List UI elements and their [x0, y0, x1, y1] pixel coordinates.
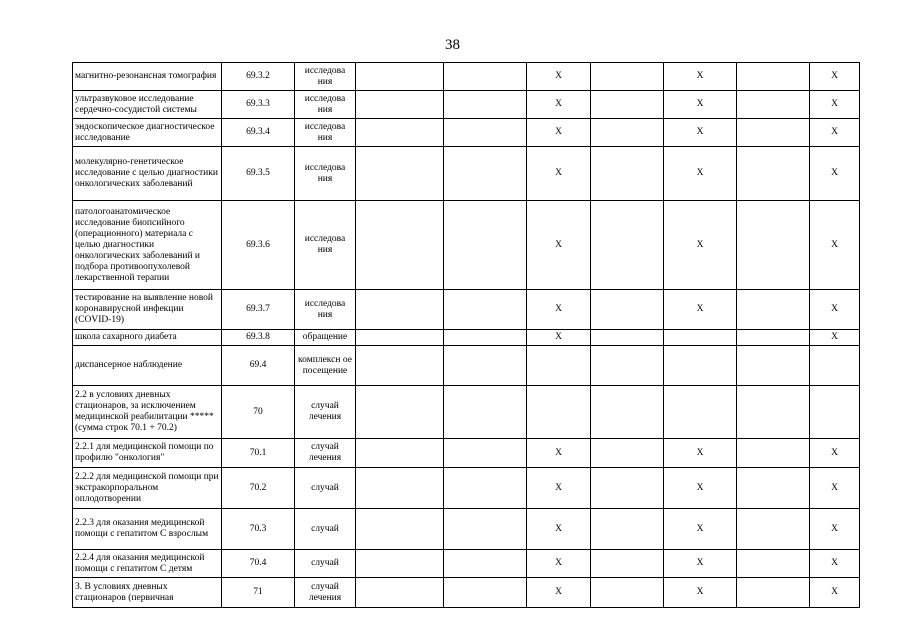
- mark-cell: [737, 330, 810, 346]
- row-code-cell: 69.3.7: [222, 290, 295, 330]
- mark-cell: X: [810, 201, 860, 290]
- mark-cell: [737, 147, 810, 201]
- volumes-table: [72, 62, 860, 608]
- mark-cell: [444, 346, 527, 386]
- row-name-cell: 2.2.3 для оказания медицинской помощи с гепатитом С взрослым: [73, 509, 222, 550]
- row-name-cell: 2.2.4 для оказания медицинской помощи с гепатитом С детям: [73, 550, 222, 578]
- row-name-cell: 3. В условиях дневных стационаров (первичная: [73, 578, 222, 608]
- row-code-cell: 70.2: [222, 468, 295, 509]
- row-code-cell: 69.3.4: [222, 119, 295, 147]
- mark-cell: [591, 119, 664, 147]
- mark-cell: [591, 578, 664, 608]
- mark-cell: X: [664, 91, 737, 119]
- mark-cell: [810, 346, 860, 386]
- mark-cell: [737, 509, 810, 550]
- mark-cell: X: [664, 147, 737, 201]
- mark-cell: [737, 578, 810, 608]
- mark-cell: [356, 147, 444, 201]
- page-number: 38: [445, 37, 460, 53]
- mark-cell: [356, 290, 444, 330]
- mark-cell: [356, 578, 444, 608]
- row-code-cell: 70.3: [222, 509, 295, 550]
- table-body: [73, 63, 860, 608]
- table-row: [73, 550, 860, 578]
- row-code-cell: 70.1: [222, 439, 295, 468]
- row-unit-cell: случай: [295, 550, 356, 578]
- mark-cell: [356, 119, 444, 147]
- mark-cell: X: [810, 147, 860, 201]
- mark-cell: [737, 439, 810, 468]
- mark-cell: [591, 290, 664, 330]
- mark-cell: [737, 346, 810, 386]
- mark-cell: X: [527, 330, 591, 346]
- mark-cell: [444, 439, 527, 468]
- mark-cell: X: [527, 91, 591, 119]
- mark-cell: X: [810, 119, 860, 147]
- mark-cell: [444, 91, 527, 119]
- mark-cell: [591, 386, 664, 439]
- row-unit-cell: исследова ния: [295, 290, 356, 330]
- row-name-cell: 2.2.2 для медицинской помощи при экстракорпоральном оплодотворении: [73, 468, 222, 509]
- table-row: [73, 509, 860, 550]
- mark-cell: [591, 330, 664, 346]
- row-name-cell: школа сахарного диабета: [73, 330, 222, 346]
- table-row: [73, 63, 860, 91]
- table-row: [73, 147, 860, 201]
- mark-cell: [444, 290, 527, 330]
- mark-cell: [737, 290, 810, 330]
- mark-cell: X: [664, 290, 737, 330]
- mark-cell: X: [664, 63, 737, 91]
- mark-cell: [591, 63, 664, 91]
- mark-cell: [737, 468, 810, 509]
- mark-cell: [591, 468, 664, 509]
- mark-cell: [527, 346, 591, 386]
- mark-cell: X: [664, 439, 737, 468]
- row-name-cell: тестирование на выявление новой коронавирусной инфекции (COVID-19): [73, 290, 222, 330]
- mark-cell: X: [810, 509, 860, 550]
- mark-cell: [737, 550, 810, 578]
- row-name-cell: патологоанатомическое исследование биопсийного (операционного) материала с целью диагностики онкологических заболеваний и подбора противоопухолевой лекарственной терапии: [73, 201, 222, 290]
- row-code-cell: 69.3.6: [222, 201, 295, 290]
- mark-cell: [356, 386, 444, 439]
- mark-cell: [737, 63, 810, 91]
- row-code-cell: 69.3.2: [222, 63, 295, 91]
- table-row: [73, 330, 860, 346]
- table-row: [73, 91, 860, 119]
- row-name-cell: диспансерное наблюдение: [73, 346, 222, 386]
- mark-cell: X: [664, 201, 737, 290]
- row-code-cell: 70.4: [222, 550, 295, 578]
- mark-cell: [591, 201, 664, 290]
- row-name-cell: эндоскопическое диагностическое исследование: [73, 119, 222, 147]
- mark-cell: [737, 91, 810, 119]
- mark-cell: [444, 119, 527, 147]
- mark-cell: [664, 346, 737, 386]
- row-unit-cell: случай лечения: [295, 578, 356, 608]
- mark-cell: X: [527, 290, 591, 330]
- mark-cell: X: [664, 509, 737, 550]
- mark-cell: X: [810, 468, 860, 509]
- row-code-cell: 71: [222, 578, 295, 608]
- row-unit-cell: исследова ния: [295, 147, 356, 201]
- row-unit-cell: исследова ния: [295, 201, 356, 290]
- mark-cell: X: [527, 509, 591, 550]
- row-unit-cell: комплексн ое посещение: [295, 346, 356, 386]
- table-row: [73, 346, 860, 386]
- row-unit-cell: исследова ния: [295, 63, 356, 91]
- mark-cell: [356, 439, 444, 468]
- mark-cell: X: [664, 119, 737, 147]
- row-code-cell: 69.4: [222, 346, 295, 386]
- row-code-cell: 69.3.8: [222, 330, 295, 346]
- mark-cell: [444, 509, 527, 550]
- mark-cell: [356, 468, 444, 509]
- mark-cell: [664, 386, 737, 439]
- mark-cell: [591, 346, 664, 386]
- row-code-cell: 70: [222, 386, 295, 439]
- table-row: [73, 290, 860, 330]
- mark-cell: X: [810, 290, 860, 330]
- mark-cell: X: [664, 468, 737, 509]
- table-row: [73, 578, 860, 608]
- mark-cell: [527, 386, 591, 439]
- mark-cell: X: [810, 550, 860, 578]
- row-unit-cell: случай лечения: [295, 439, 356, 468]
- mark-cell: X: [527, 63, 591, 91]
- mark-cell: [444, 386, 527, 439]
- mark-cell: [444, 578, 527, 608]
- row-code-cell: 69.3.5: [222, 147, 295, 201]
- table-row: [73, 201, 860, 290]
- table-row: [73, 386, 860, 439]
- row-unit-cell: случай: [295, 509, 356, 550]
- table-row: [73, 439, 860, 468]
- mark-cell: [356, 201, 444, 290]
- row-unit-cell: исследова ния: [295, 119, 356, 147]
- mark-cell: X: [527, 578, 591, 608]
- mark-cell: X: [527, 119, 591, 147]
- mark-cell: [444, 201, 527, 290]
- mark-cell: X: [810, 578, 860, 608]
- mark-cell: [444, 63, 527, 91]
- mark-cell: [737, 386, 810, 439]
- row-code-cell: 69.3.3: [222, 91, 295, 119]
- mark-cell: [356, 346, 444, 386]
- row-name-cell: магнитно-резонансная томография: [73, 63, 222, 91]
- mark-cell: [591, 91, 664, 119]
- row-name-cell: молекулярно-генетическое исследование с целью диагностики онкологических заболеваний: [73, 147, 222, 201]
- mark-cell: [810, 386, 860, 439]
- row-unit-cell: исследова ния: [295, 91, 356, 119]
- mark-cell: [356, 509, 444, 550]
- row-name-cell: 2.2 в условиях дневных стационаров, за исключением медицинской реабилитации ***** (сумма строк 70.1 + 70.2): [73, 386, 222, 439]
- mark-cell: [444, 147, 527, 201]
- mark-cell: [591, 147, 664, 201]
- table-row: [73, 119, 860, 147]
- mark-cell: X: [527, 550, 591, 578]
- row-unit-cell: случай лечения: [295, 386, 356, 439]
- mark-cell: [356, 63, 444, 91]
- row-unit-cell: случай: [295, 468, 356, 509]
- mark-cell: [356, 91, 444, 119]
- mark-cell: [737, 119, 810, 147]
- mark-cell: X: [527, 201, 591, 290]
- mark-cell: X: [527, 468, 591, 509]
- mark-cell: X: [664, 550, 737, 578]
- mark-cell: X: [527, 439, 591, 468]
- row-name-cell: 2.2.1 для медицинской помощи по профилю "онкология": [73, 439, 222, 468]
- mark-cell: [444, 468, 527, 509]
- mark-cell: X: [664, 578, 737, 608]
- mark-cell: [737, 201, 810, 290]
- mark-cell: X: [810, 439, 860, 468]
- mark-cell: X: [810, 330, 860, 346]
- mark-cell: [356, 330, 444, 346]
- mark-cell: X: [527, 147, 591, 201]
- row-name-cell: ультразвуковое исследование сердечно-сосудистой системы: [73, 91, 222, 119]
- mark-cell: [444, 550, 527, 578]
- mark-cell: [591, 509, 664, 550]
- mark-cell: [664, 330, 737, 346]
- mark-cell: [591, 550, 664, 578]
- mark-cell: X: [810, 91, 860, 119]
- row-unit-cell: обращение: [295, 330, 356, 346]
- mark-cell: X: [810, 63, 860, 91]
- table-row: [73, 468, 860, 509]
- mark-cell: [444, 330, 527, 346]
- mark-cell: [356, 550, 444, 578]
- mark-cell: [591, 439, 664, 468]
